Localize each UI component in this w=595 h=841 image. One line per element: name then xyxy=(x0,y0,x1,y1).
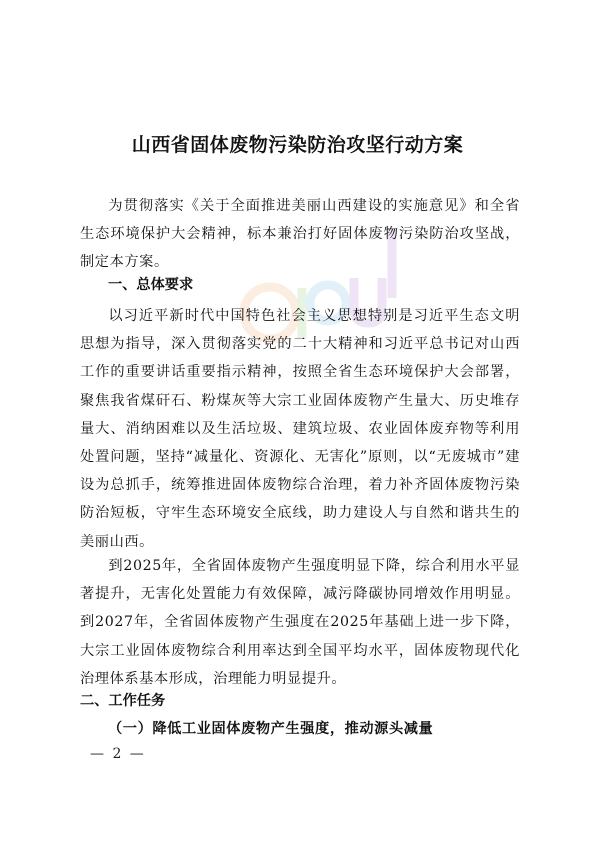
section-heading-tasks: 二、工作任务 xyxy=(80,693,166,709)
paragraph-goals: 到2025年，全省固体废物产生强度明显下降，综合利用水平显著提升，无害化处置能力有效保障，减污降碳协同增效作用明显。到2027年，全省固体废物产生强度在2025年基础上进一步下降，大宗工业固体废物综合利用率达到全国平均水平，固体废物现代化治理体系基本形成，治理能力明显提升。 xyxy=(80,558,520,687)
subsection-heading-1: （一）降低工业固体废物产生强度，推动源头减量 xyxy=(108,721,434,737)
paragraph-general-requirements: 以习近平新时代中国特色社会主义思想特别是习近平生态文明思想为指导，深入贯彻落实党的二十大精神和习近平总书记对山西工作的重要讲话重要指示精神，按照全省生态环境保护大会部署，聚焦我省煤矸石、粉煤灰等大宗工业固体废物产生量大、历史堆存量大、消纳困难以及生活垃圾、建筑垃圾、农业固体废弃物等利用处置问题，坚持“减量化、资源化、无害化”原则，以“无废城市”建设为总抓手，统筹推进固体废物综合治理，着力补齐固体废物污染防治短板，守牢生态环境安全底线，助力建设人与自然和谐共生的美丽山西。 xyxy=(80,308,520,550)
paragraph-intro: 为贯彻落实《关于全面推进美丽山西建设的实施意见》和全省生态环境保护大会精神，标本兼治打好固体废物污染防治攻坚战，制定本方案。 xyxy=(80,198,520,271)
document-title: 山西省固体废物污染防治攻坚行动方案 xyxy=(131,134,464,156)
section-heading-general: 一、总体要求 xyxy=(108,277,194,293)
page-number: — 2 — xyxy=(90,746,146,762)
